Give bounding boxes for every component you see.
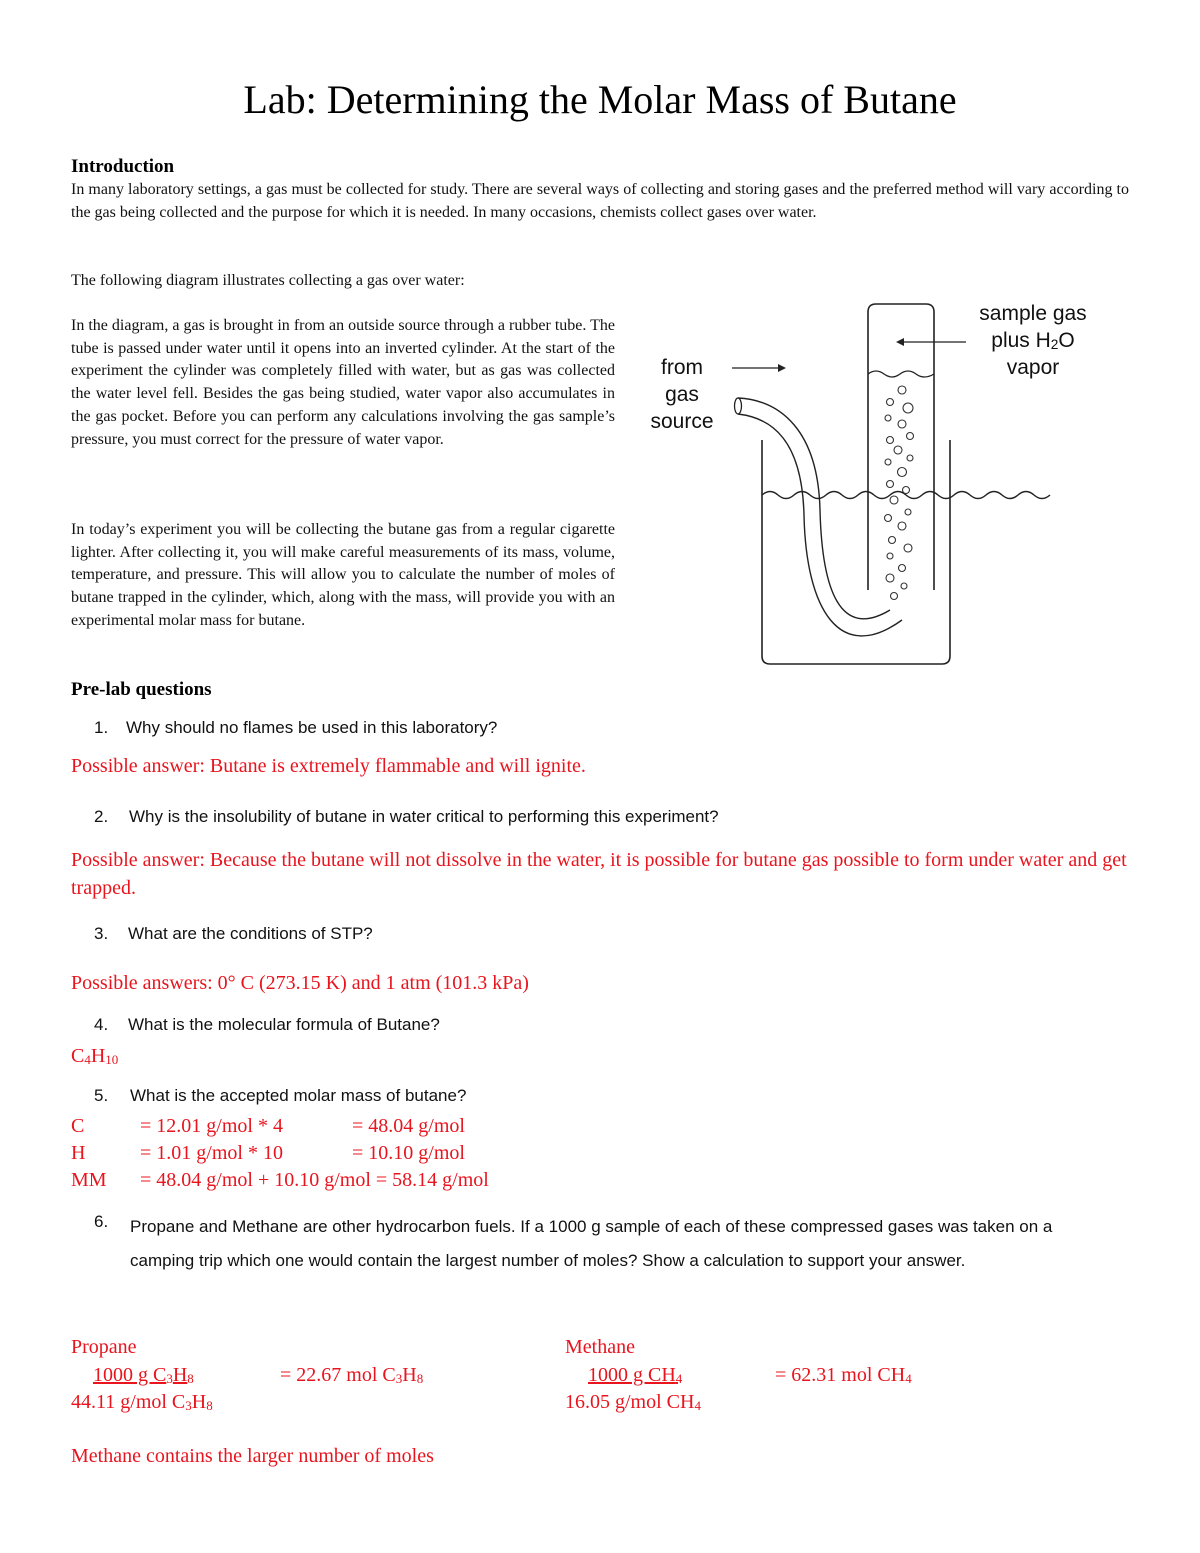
question-3-text: What are the conditions of STP? <box>128 924 373 943</box>
beaker-outline <box>762 440 950 664</box>
propane-num-sub1: 3 <box>166 1371 173 1386</box>
propane-den-h: H <box>191 1391 207 1413</box>
methane-numerator-text <box>588 1364 682 1386</box>
molar-mass-row-h-result: = 10.10 g/mol <box>352 1142 465 1164</box>
sample-gas-plus-h: plus H <box>991 329 1051 352</box>
question-2-number: 2. <box>94 807 109 826</box>
methane-result-main: = 62.31 mol CH <box>775 1364 906 1386</box>
propane-den-sub2: 8 <box>206 1398 213 1413</box>
sample-gas-label-line3: vapor <box>1006 356 1060 379</box>
molar-mass-row-c-calc: = 12.01 g/mol * 4 <box>140 1115 283 1137</box>
methane-den-main: 16.05 g/mol CH <box>565 1391 695 1413</box>
propane-result-sub1: 3 <box>395 1371 403 1386</box>
formula-c-sub: 4 <box>84 1052 91 1067</box>
gas-source-label-line2: gas <box>665 383 699 406</box>
propane-result-sub2: 8 <box>416 1371 424 1386</box>
propane-result-h: H <box>402 1364 417 1386</box>
propane-numerator-text <box>93 1364 194 1386</box>
introduction-heading: Introduction <box>71 156 175 177</box>
methane-result <box>775 1361 912 1389</box>
methane-num-main: 1000 g CH <box>588 1364 676 1386</box>
propane-den-sub1: 3 <box>185 1398 192 1413</box>
propane-denominator <box>71 1388 213 1416</box>
gas-bubbles <box>885 386 914 600</box>
question-5-number: 5. <box>94 1086 109 1105</box>
answer-4-formula <box>71 1042 118 1070</box>
methane-num-sub: 4 <box>675 1371 683 1386</box>
question-3-number: 3. <box>94 924 109 943</box>
sample-gas-label-line1: sample gas <box>979 302 1087 325</box>
experiment-paragraph: In today’s experiment you will be collecting the butane gas from a regular cigarette lighter. After collecting it, you will make careful measurements of its mass, volume, temperature, and pressure. This will allow you to calculate the number of moles of butane trapped in the cylinder, which, along with the mass, will provide you with an experimental molar mass for butane. <box>71 521 615 629</box>
propane-result-main: = 22.67 mol C <box>280 1364 396 1386</box>
introduction-paragraph: In many laboratory settings, a gas must be collected for study. There are several ways of collecting and storing gases and the preferred method will vary according to the gas being collected and the purpose for which it is needed. In many occasions, chemists collect gases over water. <box>71 181 1129 221</box>
formula-c: C <box>71 1045 85 1067</box>
question-6-number: 6. <box>94 1212 109 1231</box>
question-5-text: What is the accepted molar mass of butane? <box>130 1086 467 1105</box>
propane-num-main: 1000 g C <box>93 1364 167 1386</box>
question-6-text: Propane and Methane are other hydrocarbon fuels. If a 1000 g sample of each of these compressed gases was taken on a camping trip which one would contain the largest number of moles? Show a calculation to support your answer. <box>130 1217 1053 1270</box>
sample-gas-sub: 2 <box>1050 337 1059 352</box>
gas-collection-diagram <box>640 290 1120 670</box>
diagram-description-paragraph: In the diagram, a gas is brought in from an outside source through a rubber tube. The tube is passed under water until it opens into an inverted cylinder. At the start of the experiment the cylinder was completely filled with water, but as gas was collected the water level fell. Besides the gas being studied, water vapor also accumulates in the gas pocket. Before you can perform any calculations involving the gas sample’s pressure, you must correct for the pressure of water vapor. <box>71 317 615 448</box>
methane-denominator <box>565 1388 701 1416</box>
propane-num-sub2: 8 <box>187 1371 194 1386</box>
diagram-intro-text: The following diagram illustrates collecting a gas over water: <box>71 272 465 289</box>
formula-h: H <box>90 1045 106 1067</box>
question-4-number: 4. <box>94 1015 109 1034</box>
question-4-text: What is the molecular formula of Butane? <box>128 1015 440 1034</box>
propane-label: Propane <box>71 1336 137 1358</box>
gas-source-label-line1: from <box>661 356 703 379</box>
molar-mass-row-h-calc: = 1.01 g/mol * 10 <box>140 1142 283 1164</box>
question-1-number: 1. <box>94 718 109 737</box>
molar-mass-row-h-element: H <box>71 1142 86 1164</box>
methane-numerator <box>588 1361 682 1389</box>
methane-result-sub: 4 <box>905 1371 912 1386</box>
page-title: Lab: Determining the Molar Mass of Butane <box>243 77 957 122</box>
gas-source-label <box>640 354 724 435</box>
answer-1: Possible answer: Butane is extremely flammable and will ignite. <box>71 755 586 777</box>
methane-label: Methane <box>565 1336 635 1358</box>
gas-pocket-level <box>868 371 934 377</box>
question-2-text: Why is the insolubility of butane in water critical to performing this experiment? <box>129 807 719 826</box>
gas-source-label-line3: source <box>650 410 714 433</box>
answer-3: Possible answers: 0° C (273.15 K) and 1 atm (101.3 kPa) <box>71 972 529 994</box>
propane-result <box>280 1361 423 1389</box>
sample-gas-o: O <box>1058 329 1075 352</box>
propane-den-main: 44.11 g/mol C <box>71 1391 186 1413</box>
tube-opening <box>735 398 742 414</box>
answer-2: Possible answer: Because the butane will not dissolve in the water, it is possible for butane gas possible to form under water and get trapped. <box>71 849 1127 899</box>
water-surface <box>762 492 1050 499</box>
formula-h-sub: 10 <box>105 1052 119 1067</box>
propane-numerator <box>93 1361 194 1389</box>
sample-gas-label-line2 <box>958 327 1108 354</box>
propane-num-h: H <box>172 1364 188 1386</box>
molar-mass-row-c-element: C <box>71 1115 85 1137</box>
molar-mass-row-c-result: = 48.04 g/mol <box>352 1115 465 1137</box>
question-1-text: Why should no flames be used in this laboratory? <box>126 718 498 737</box>
methane-den-sub: 4 <box>694 1398 701 1413</box>
prelab-heading: Pre-lab questions <box>71 679 212 700</box>
molar-mass-row-mm-calc: = 48.04 g/mol + 10.10 g/mol = 58.14 g/mol <box>140 1169 489 1191</box>
answer-6-conclusion: Methane contains the larger number of moles <box>71 1445 434 1467</box>
sample-gas-label <box>958 300 1108 381</box>
molar-mass-row-mm-element: MM <box>71 1169 107 1191</box>
